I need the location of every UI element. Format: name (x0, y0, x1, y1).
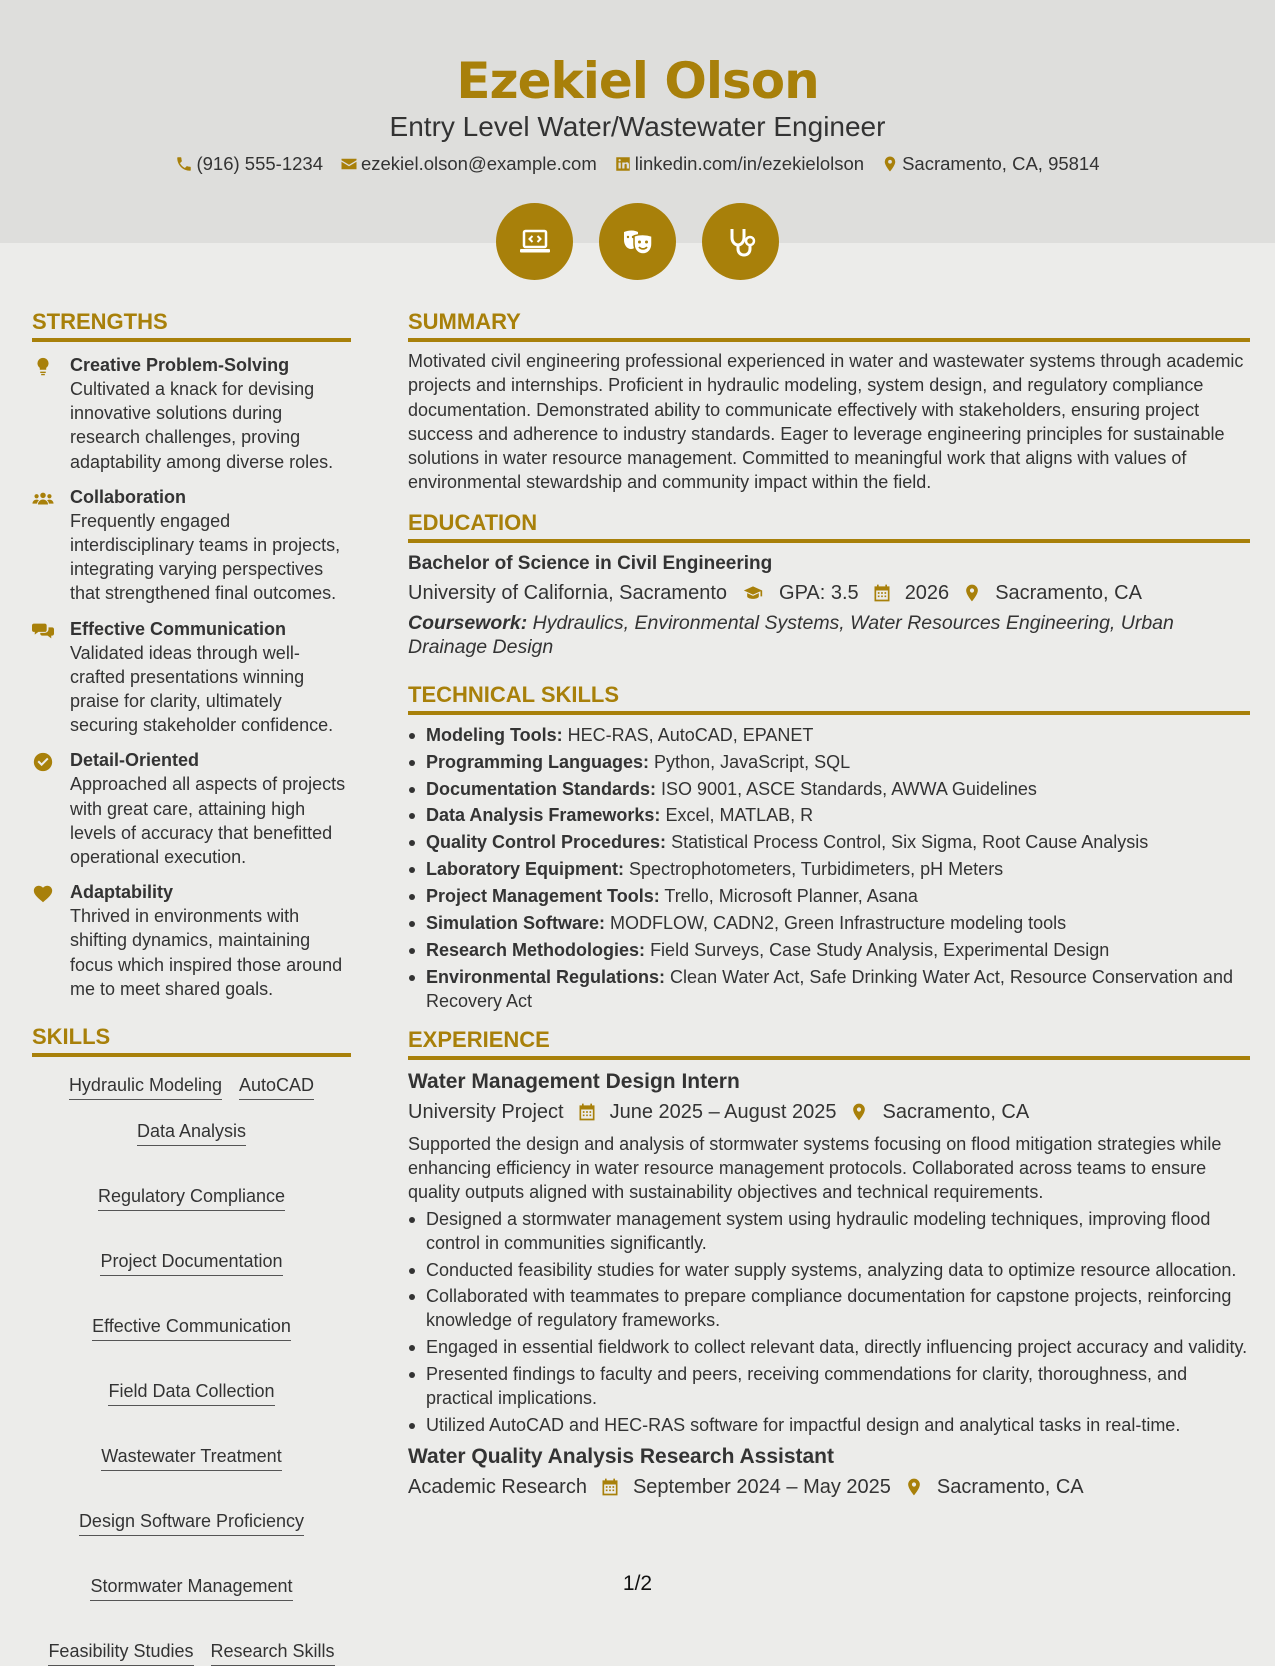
skill-values: HEC-RAS, AutoCAD, EPANET (567, 724, 814, 745)
job-meta (408, 1098, 1250, 1126)
skill-tag: Project Documentation (100, 1249, 282, 1276)
calendar-icon (600, 1477, 620, 1497)
list-item: Presented findings to faculty and peers, receiving commendations for clarity, thoroughness, and practical implications. (408, 1362, 1250, 1410)
skill-values: MODFLOW, CADN2, Green Infrastructure modeling tools (610, 913, 1067, 934)
envelope-icon (340, 155, 358, 173)
skill-tag: Stormwater Management (90, 1574, 292, 1601)
list-item (408, 884, 1250, 908)
users-icon (32, 488, 54, 510)
page-number: 1/2 (622, 1572, 653, 1595)
phone-icon (175, 155, 193, 173)
job-dates: June 2025 – August 2025 (609, 1100, 837, 1123)
technical-skills-list (408, 723, 1250, 1013)
degree-title: Bachelor of Science in Civil Engineering (408, 552, 773, 574)
education-location: Sacramento, CA (995, 581, 1142, 604)
school-name: University of California, Sacramento (408, 581, 728, 604)
list-item (408, 857, 1250, 881)
map-marker-icon (962, 583, 982, 603)
linkedin-icon (614, 155, 632, 173)
strength-item (32, 617, 351, 738)
contact-linkedin[interactable] (614, 152, 864, 176)
strengths-heading: STRENGTHS (32, 308, 351, 342)
left-column (32, 308, 351, 1666)
skill-tag: AutoCAD (239, 1073, 314, 1100)
skill-category: Data Analysis Frameworks: (426, 805, 661, 826)
skill-tag: Field Data Collection (108, 1379, 274, 1406)
list-item (408, 830, 1250, 854)
skill-category: Documentation Standards: (426, 778, 657, 799)
list-item: Engaged in essential fieldwork to collect relevant data, directly influencing project accuracy and validity. (408, 1335, 1250, 1359)
check-circle-icon (32, 751, 54, 773)
strength-item (32, 880, 351, 1001)
job-title-heading: Entry Level Water/Wastewater Engineer (389, 111, 886, 142)
skill-tag: Wastewater Treatment (101, 1444, 281, 1471)
technical-skills-heading: TECHNICAL SKILLS (408, 681, 1250, 715)
skill-category: Quality Control Procedures: (426, 832, 667, 853)
skill-category: Laboratory Equipment: (426, 859, 625, 880)
list-item: Collaborated with teammates to prepare compliance documentation for capstone projects, reinforcing knowledge of regulatory frameworks. (408, 1284, 1250, 1332)
calendar-icon (577, 1102, 597, 1122)
skill-values: Trello, Microsoft Planner, Asana (664, 886, 918, 907)
list-item (408, 965, 1250, 1013)
skill-tag: Feasibility Studies (48, 1639, 193, 1666)
strength-title: Collaboration (70, 486, 186, 507)
strength-item (32, 748, 351, 869)
coursework-list: Hydraulics, Environmental Systems, Water Resources Engineering, Urban Drainage Design (408, 611, 1174, 658)
strength-item (32, 485, 351, 606)
skill-category: Project Management Tools: (426, 886, 660, 907)
skill-tag: Regulatory Compliance (98, 1184, 285, 1211)
job-title: Water Quality Analysis Research Assistant (408, 1445, 834, 1469)
strength-item (32, 353, 351, 474)
graduation-year: 2026 (904, 581, 950, 604)
skill-tag: Hydraulic Modeling (69, 1073, 222, 1100)
coursework-label: Coursework: (408, 611, 528, 634)
skill-values: Field Surveys, Case Study Analysis, Experimental Design (650, 939, 1110, 960)
strength-title: Effective Communication (70, 618, 287, 639)
skill-values: Clean Water Act, Safe Drinking Water Act, Resource Conservation and Recovery Act (426, 966, 1233, 1011)
calendar-icon (872, 583, 892, 603)
strength-desc: Thrived in environments with shifting dynamics, maintaining focus which inspired those around me to meet shared goals. (70, 906, 343, 999)
job-meta (408, 1473, 1250, 1501)
comments-icon (32, 620, 54, 642)
map-marker-icon (881, 155, 899, 173)
strength-desc: Cultivated a knack for devising innovative solutions during research challenges, proving adaptability among diverse roles. (70, 379, 334, 472)
coursework (408, 611, 1250, 659)
skill-category: Simulation Software: (426, 913, 606, 934)
education-heading: EDUCATION (408, 509, 1250, 543)
map-marker-icon (849, 1102, 869, 1122)
heart-icon (32, 883, 54, 905)
strength-desc: Approached all aspects of projects with great care, attaining high levels of accuracy that benefitted operational execution. (70, 774, 346, 868)
strength-title: Detail-Oriented (70, 750, 200, 771)
hobby-icons-row (0, 203, 1275, 280)
contact-email[interactable] (340, 152, 597, 176)
lightbulb-icon (32, 356, 54, 378)
summary-heading: SUMMARY (408, 308, 1250, 342)
skill-values: Spectrophotometers, Turbidimeters, pH Meters (629, 859, 1004, 880)
contact-phone[interactable] (175, 152, 323, 176)
strength-title: Adaptability (70, 882, 174, 903)
job-bullets (408, 1207, 1250, 1437)
contact-location (881, 152, 1099, 176)
skill-tag: Effective Communication (92, 1314, 291, 1341)
skill-tag: Research Skills (211, 1639, 335, 1666)
job-title: Water Management Design Intern (408, 1069, 740, 1093)
summary-text: Motivated civil engineering professional experienced in water and wastewater systems through academic projects and internships. Proficient in hydraulic modeling, system design, and regulatory compliance documentation. Demonstrated ability to communicate effectively with stakeholders, ensuring project success and adherence to industry standards. Eager to leverage engineering principles for sustainable solutions in water resource management. Committed to meaningful work that aligns with values of environmental stewardship and community impact within the field. (408, 351, 1244, 493)
map-marker-icon (904, 1477, 924, 1497)
laptop-code-icon (496, 203, 573, 280)
gpa-text: GPA: 3.5 (779, 581, 859, 604)
skill-category: Environmental Regulations: (426, 966, 666, 987)
skill-category: Research Methodologies: (426, 939, 646, 960)
job-description: Supported the design and analysis of stormwater systems focusing on flood mitigation strategies while enhancing efficiency in water resource management protocols. Collaborated across teams to ensure quality outputs aligned with sustainability objectives and technical requirements. (408, 1133, 1222, 1203)
candidate-name: Ezekiel Olson (456, 52, 819, 110)
list-item (408, 938, 1250, 962)
list-item (408, 777, 1250, 801)
job-dates: September 2024 – May 2025 (632, 1476, 891, 1499)
skill-category: Modeling Tools: (426, 724, 563, 745)
education-meta (408, 579, 1250, 607)
job-location: Sacramento, CA (936, 1476, 1084, 1499)
job-org: Academic Research (408, 1476, 587, 1499)
right-column (408, 308, 1250, 1501)
phone-text: (916) 555-1234 (196, 153, 323, 174)
graduation-cap-icon (740, 583, 766, 603)
list-item: Conducted feasibility studies for water supply systems, analyzing data to optimize resource allocation. (408, 1258, 1250, 1282)
skill-category: Programming Languages: (426, 751, 650, 772)
job-location: Sacramento, CA (882, 1100, 1030, 1123)
strength-desc: Frequently engaged interdisciplinary teams in projects, integrating varying perspectives that strengthened final outcomes. (70, 510, 341, 604)
list-item: Utilized AutoCAD and HEC-RAS software for impactful design and analytical tasks in real-time. (408, 1413, 1250, 1437)
contact-bar (0, 152, 1275, 176)
skill-tag: Data Analysis (137, 1119, 246, 1146)
list-item (408, 750, 1250, 774)
email-text: ezekiel.olson@example.com (360, 153, 597, 174)
stethoscope-icon (702, 203, 779, 280)
skill-values: Statistical Process Control, Six Sigma, Root Cause Analysis (671, 832, 1149, 853)
list-item (408, 911, 1250, 935)
list-item: Designed a stormwater management system using hydraulic modeling techniques, improving flood control in communities significantly. (408, 1207, 1250, 1255)
skill-tag: Design Software Proficiency (79, 1509, 304, 1536)
location-text: Sacramento, CA, 95814 (902, 153, 1100, 174)
strength-title: Creative Problem-Solving (70, 355, 290, 375)
skill-values: Python, JavaScript, SQL (654, 751, 851, 772)
job-org: University Project (408, 1100, 564, 1123)
list-item (408, 723, 1250, 747)
strength-desc: Validated ideas through well-crafted presentations winning praise for clarity, ultimately securing stakeholder confidence. (70, 642, 334, 736)
skills-heading: SKILLS (32, 1023, 351, 1057)
skill-values: ISO 9001, ASCE Standards, AWWA Guidelines (661, 778, 1037, 799)
list-item (408, 803, 1250, 827)
skill-values: Excel, MATLAB, R (665, 805, 814, 826)
linkedin-text: linkedin.com/in/ezekielolson (634, 153, 865, 174)
theater-masks-icon (599, 203, 676, 280)
experience-heading: EXPERIENCE (408, 1026, 1250, 1060)
